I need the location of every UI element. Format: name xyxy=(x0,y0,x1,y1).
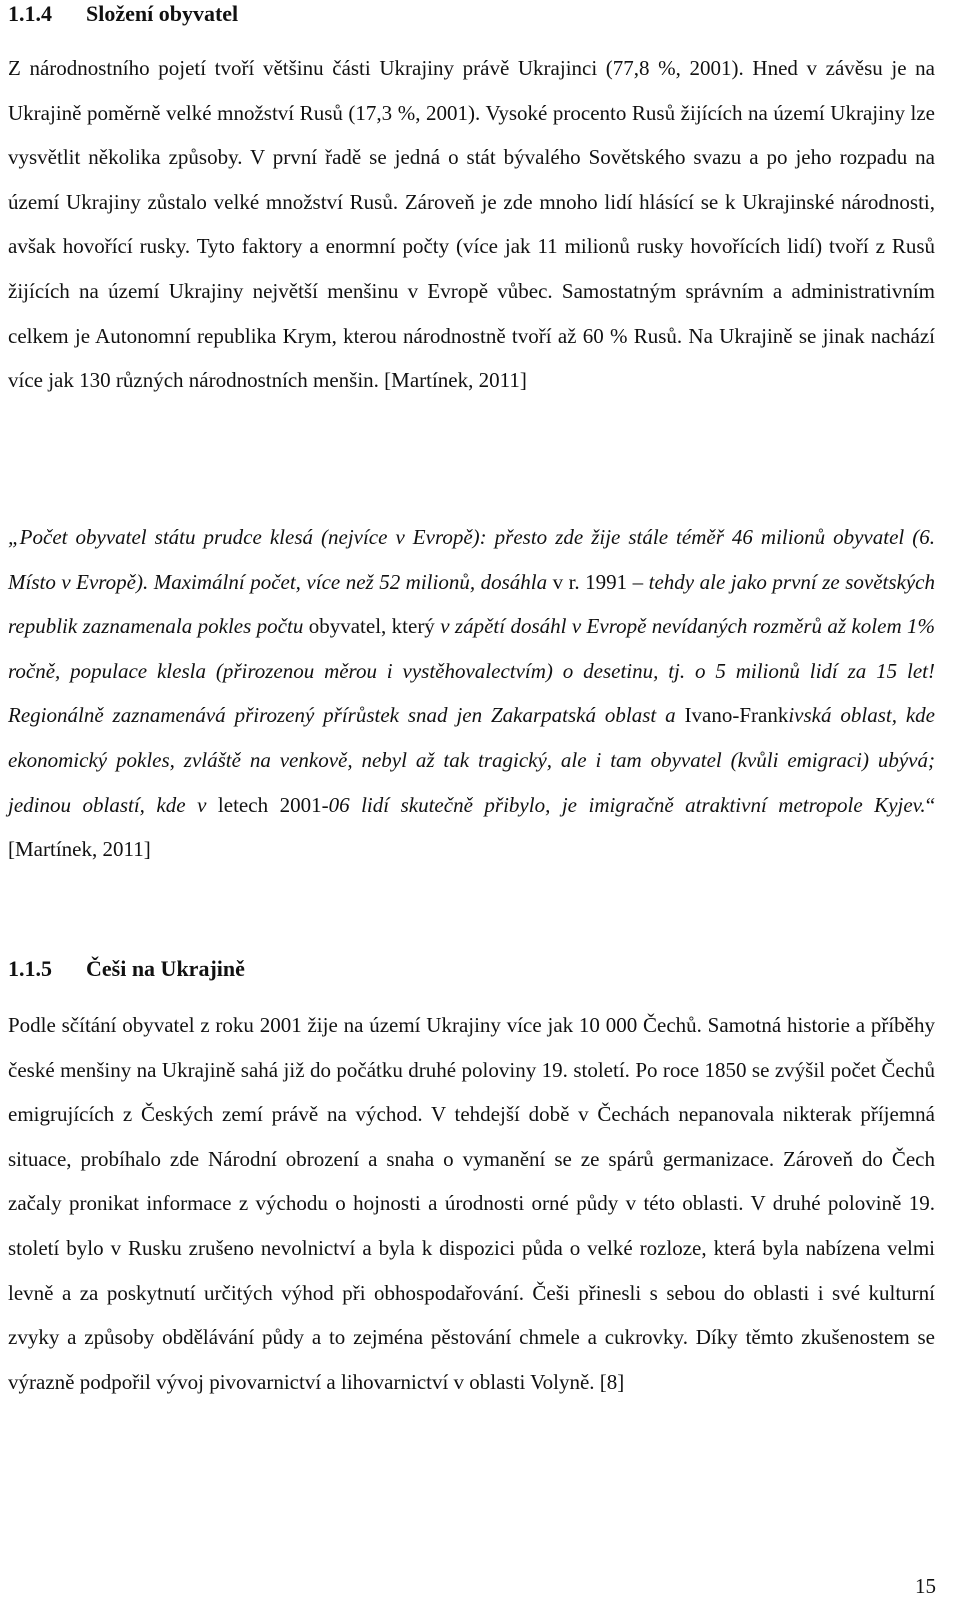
quote-plain-segment: obyvatel, který xyxy=(303,614,441,639)
quote-plain-segment: letech 2001- xyxy=(206,792,329,817)
quote-plain-segment: v r. 1991 – xyxy=(547,569,649,594)
quote-citation: “ [Martínek, 2011] xyxy=(8,792,936,862)
section-title: Češi na Ukrajině xyxy=(86,956,245,981)
quote-italic-segment: v zápětí dosáhl v Evropě nevídaných rozměrů až kolem 1% ročně, populace klesla (přirozenou měrou i vystěhovalectvím) o desetinu, tj. o 5 milionů lidí za 15 let! Regionálně zaznamenává přirozený přírůstek snad jen Zakarpatská oblast a xyxy=(8,614,935,728)
section-title: Složení obyvatel xyxy=(86,1,239,26)
paragraph-population-composition: Z národnostního pojetí tvoří většinu části Ukrajiny právě Ukrajinci (77,8 %, 2001). Hned v závěsu je na Ukrajině poměrně velké množství Rusů (17,3 %, 2001). Vysoké procento Rusů žijících na území Ukrajiny lze vysvětlit několika způsoby. V první řadě se jedná o stát bývalého Sovětského svazu a po jeho rozpadu na území Ukrajiny zůstalo velké množství Rusů. Zároveň je zde mnoho lidí hlásící se k Ukrajinské národnosti, avšak hovořící rusky. Tyto faktory a enormní počty (více jak 11 milionů rusky hovořících lidí) tvoří z Rusů žijících na území Ukrajiny největší menšinu v Evropě vůbec. Samostatným správním a administrativním celkem je Autonomní republika Krym, kterou národnostně tvoří až 60 % Rusů. Na Ukrajině se jinak nachází více jak 130 různých národnostních menšin. [Martínek, 2011] xyxy=(8,56,935,393)
page-number: 15 xyxy=(915,1574,936,1598)
quote-italic-segment: 06 lidí skutečně přibylo, je imigračně atraktivní metropole Kyjev. xyxy=(328,792,926,817)
quote-italic-segment: tehdy ale jako první ze sovětských republik zaznamenala pokles počtu xyxy=(8,569,936,639)
section-heading-czechs xyxy=(8,957,245,981)
section-heading-composition xyxy=(8,2,238,26)
quote-italic-segment: ivská oblast, kde ekonomický pokles, zvláště na venkově, nebyl až tak tragický, ale i tam obyvatel (kvůli emigraci) ubývá; jedinou oblastí, kde v xyxy=(8,703,935,817)
section-number: 1.1.4 xyxy=(8,1,52,26)
paragraph-czechs-in-ukraine: Podle sčítání obyvatel z roku 2001 žije na území Ukrajiny více jak 10 000 Čechů. Samotná historie a příběhy české menšiny na Ukrajině sahá již do počátku druhé poloviny 19. století. Po roce 1850 se zvýšil počet Čechů emigrujících z Českých zemí právě na východ. V tehdejší době v Čechách nepanovala nikterak příjemná situace, probíhalo zde Národní obrození a snaha o vymanění se ze spárů germanizace. Zároveň do Čech začaly pronikat informace z východu o hojnosti a úrodnosti orné půdy v této oblasti. V druhé polovině 19. století bylo v Rusku zrušeno nevolnictví a byla k dispozici půda o velké rozloze, která byla nabízena velmi levně a za poskytnutí určitých výhod při obhospodařování. Češi přinesli s sebou do oblasti i své kulturní zvyky a způsoby obdělávání půdy a to zejména pěstování chmele a cukrovky. Díky těmto zkušenostem se výrazně podpořil vývoj pivovarnictví a lihovarnictví v oblasti Volyně. [8] xyxy=(8,1013,935,1394)
section-number: 1.1.5 xyxy=(8,956,52,981)
quote-italic-segment: „Počet obyvatel státu prudce klesá (nejvíce v Evropě): přesto zde žije stále téměř 46 milionů obyvatel (6. Místo v Evropě). Maximální počet, více než 52 milionů, dosáhla xyxy=(8,525,935,594)
quote-population-decline xyxy=(8,515,935,872)
quote-plain-segment: Ivano-Frank xyxy=(675,703,789,728)
